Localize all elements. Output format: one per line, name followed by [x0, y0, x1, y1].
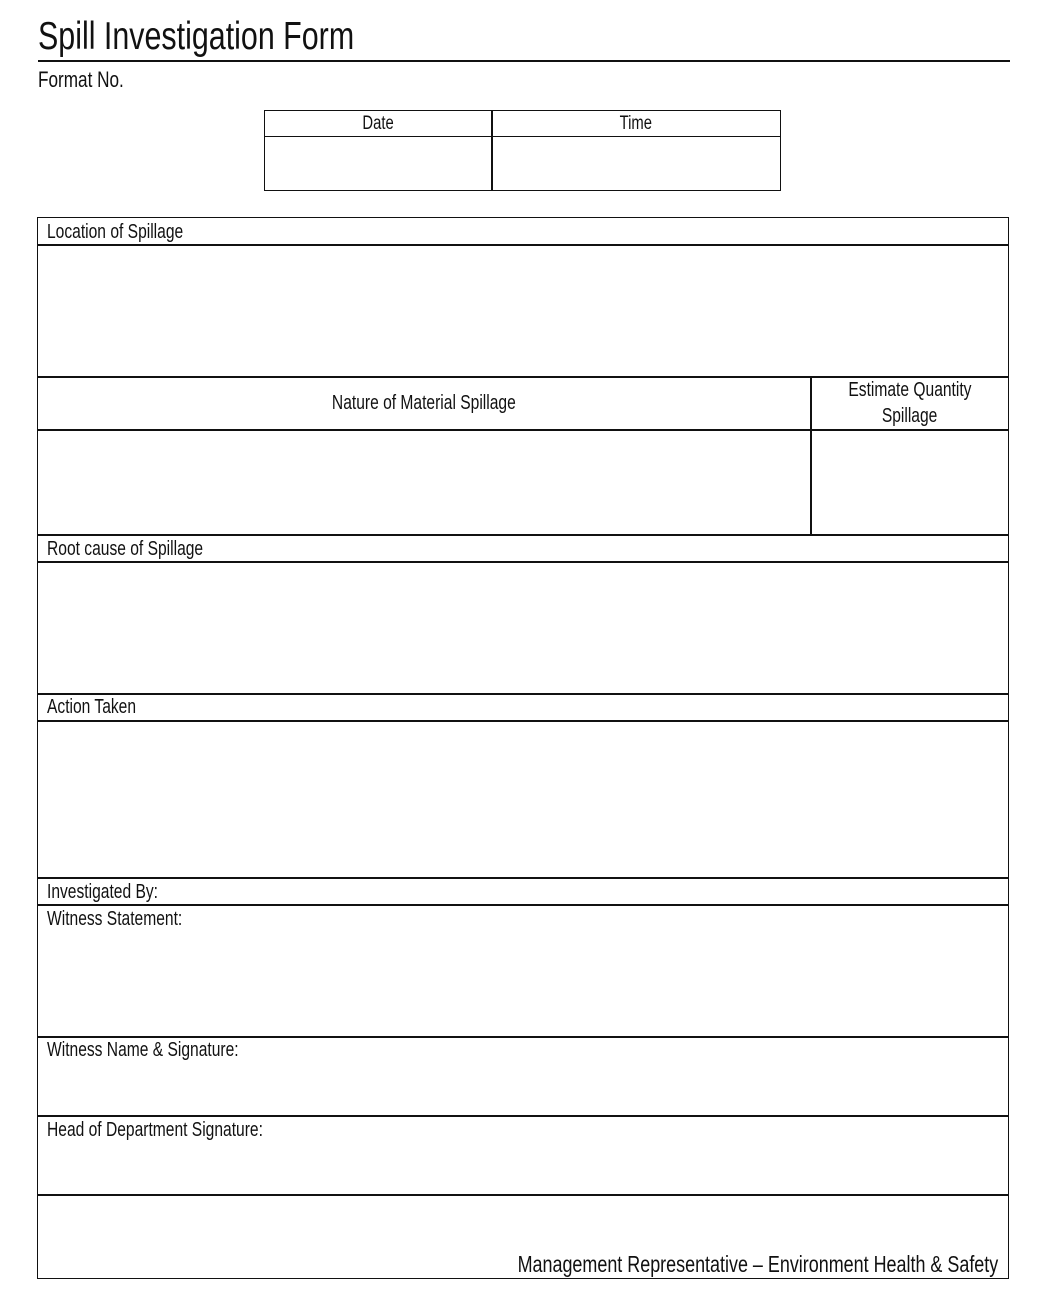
witness-name-signature-label: Witness Name & Signature:	[47, 1039, 239, 1061]
location-label: Location of Spillage	[47, 221, 184, 243]
date-header: Date	[265, 111, 491, 137]
form-title: Spill Investigation Form	[38, 15, 355, 58]
root-cause-field[interactable]	[38, 563, 1008, 693]
nature-of-material-field[interactable]	[38, 431, 810, 534]
witness-name-signature-field[interactable]	[38, 1063, 1008, 1115]
witness-statement-field[interactable]	[38, 932, 1008, 1036]
divider	[38, 693, 1008, 695]
format-number-label: Format No.	[38, 67, 124, 92]
investigated-by-label: Investigated By:	[47, 881, 159, 903]
estimate-quantity-field[interactable]	[812, 431, 1008, 534]
time-header: Time	[492, 111, 780, 137]
nature-of-material-label: Nature of Material Spillage	[332, 392, 516, 414]
root-cause-label: Root cause of Spillage	[47, 538, 204, 560]
witness-statement-label: Witness Statement:	[47, 908, 183, 930]
location-field[interactable]	[38, 246, 1008, 376]
estimate-quantity-label: Estimate Quantity Spillage	[848, 379, 972, 427]
title-underline	[38, 60, 1010, 62]
hod-signature-field[interactable]	[38, 1143, 1008, 1194]
management-representative-label: Management Representative – Environment Health & Safety	[517, 1251, 998, 1277]
action-taken-field[interactable]	[38, 722, 1008, 877]
date-time-table	[264, 110, 781, 191]
action-taken-label: Action Taken	[47, 696, 137, 718]
hod-signature-label: Head of Department Signature:	[47, 1119, 263, 1141]
time-field[interactable]	[492, 137, 780, 190]
mr-signature-field[interactable]	[38, 1196, 1008, 1248]
date-field[interactable]	[265, 137, 491, 190]
spill-form-table	[37, 217, 1009, 1279]
